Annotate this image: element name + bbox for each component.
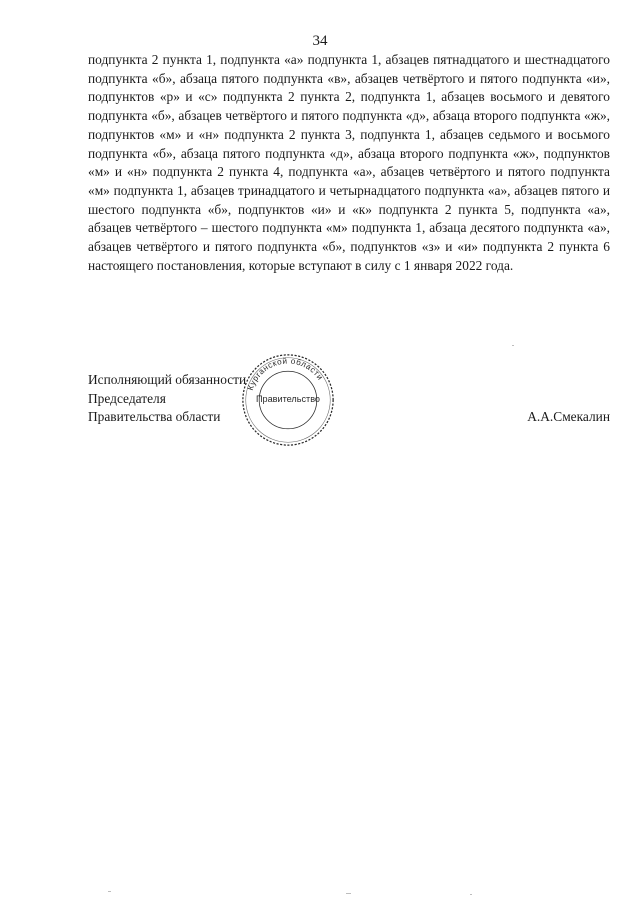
signer-title-line-1: Исполняющий обязанности	[88, 372, 247, 387]
body-paragraph: подпункта 2 пункта 1, подпункта «а» подпункта 1, абзацев пятнадцатого и шестнадцатого подпункта «б», абзаца пятого подпункта «в», абзацев четвёртого и пятого подпункта «и», подпунктов «р» и «с» подпункта 2 пункта 2, подпункта 1, абзацев восьмого и девятого подпункта «б», абзацев четвёртого и пятого подпункта «д», абзаца второго подпункта «ж», подпунктов «м» и «н» подпункта 2 пункта 3, подпункта 1, абзацев седьмого и восьмого подпункта «б», абзаца пятого подпункта «д», абзаца второго подпункта «ж», подпунктов «м» и «н» подпункта 2 пункта 4, подпункта «а», абзацев четвёртого и пятого подпункта «м» подпункта 1, абзацев тринадцатого и четырнадцатого подпункта «а», абзацев пятого и шестого подпункта «б», подпунктов «и» и «к» подпункта 2 пункта 5, подпункта «а», абзацев четвёртого – шестого подпункта «м» подпункта 1, абзаца десятого подпункта «а», абзацев четвёртого и пятого подпункта «б», подпунктов «з» и «и» подпункта 2 пункта 6 настоящего постановления, которые вступают в силу с 1 января 2022 года.	[88, 52, 610, 273]
seal-center-text: Правительство	[255, 393, 321, 404]
signer-title-line-2: Председателя	[88, 390, 166, 406]
signature-block	[88, 371, 610, 427]
page-number: 34	[312, 33, 328, 49]
signer-title-line-3: Правительства области	[88, 409, 221, 425]
scan-speck	[108, 891, 111, 892]
scan-speck	[346, 893, 351, 894]
round-seal-icon	[240, 352, 336, 448]
scan-speck	[512, 345, 514, 346]
signer-name: А.А.Смекалин	[527, 409, 610, 425]
seal-ring-text: Курганской области	[245, 356, 325, 392]
scan-speck	[470, 894, 472, 895]
